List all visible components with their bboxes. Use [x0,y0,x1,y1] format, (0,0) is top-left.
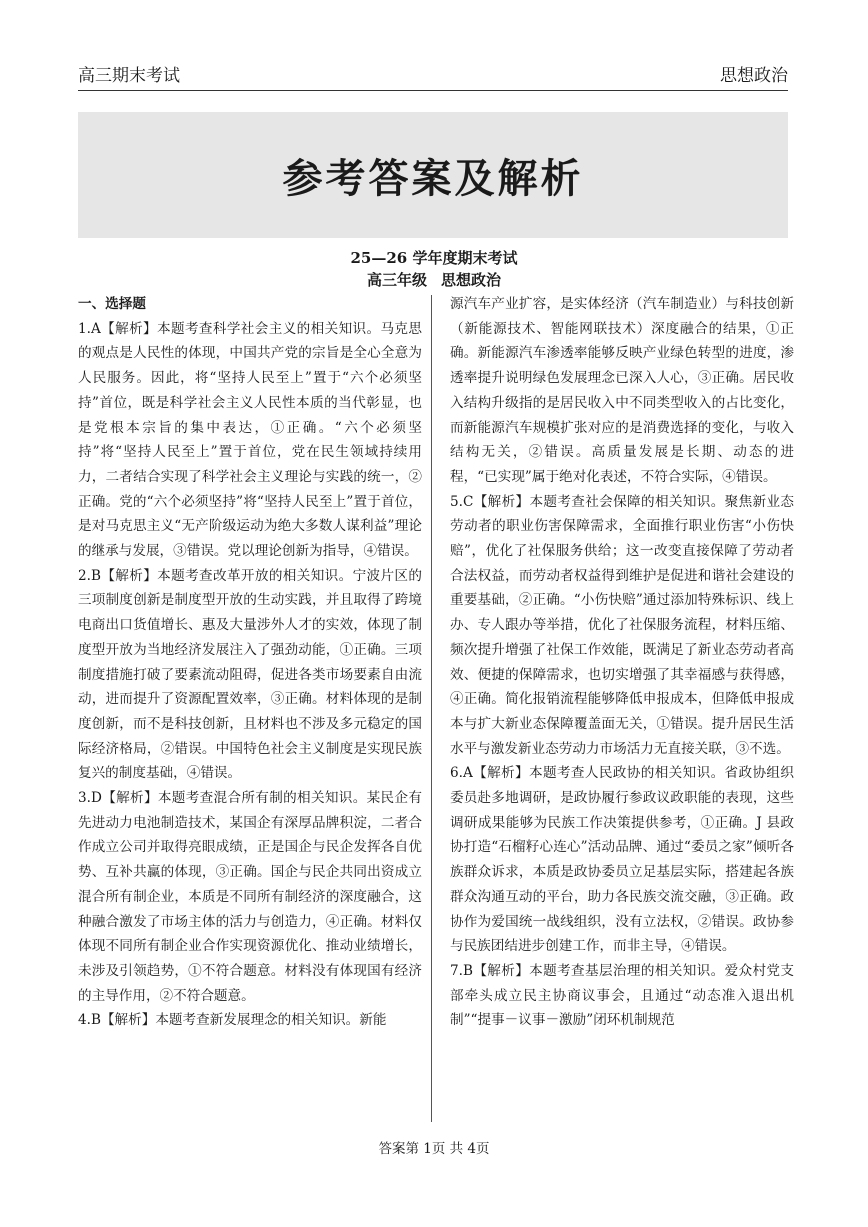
answer-paragraph-1: 1.A【解析】本题考查科学社会主义的相关知识。马克思的观点是人民性的体现，中国共产党的宗旨是全心全意为人民服务。因此，将“坚持人民至上”置于“六个必须坚持”首位，既是科学社会主义人民性本质的当代彰显，也是党根本宗旨的集中表达，①正确。“六个必须坚持”将“坚持人民至上”置于首位，党在民生领域持续用力，二者结合实现了科学社会主义理论与实践的统一，②正确。党的“六个必须坚持”将“坚持人民至上”置于首位，是对马克思主义“无产阶级运动为绝大多数人谋利益”理论的继承与发展，③错误。党以理论创新为指导，④错误。 [78,320,422,560]
header-subject: 思想政治 [720,66,788,86]
section-heading: 一、选择题 [78,296,146,312]
exam-subject: 思想政治 [441,271,502,289]
answer-paragraph-4-start: 4.B【解析】本题考查新发展理念的相关知识。新能 [78,1012,387,1029]
exam-title: 25—26 学年度期末考试 [350,249,518,267]
page-footer: 答案第 1页 共 4页 [378,1141,490,1157]
column-divider [431,295,432,1122]
header-exam-name: 高三期末考试 [78,66,180,86]
page-title: 参考答案及解析 [282,154,584,202]
left-column [78,292,422,1033]
answer-paragraph-2: 2.B【解析】本题考查改革开放的相关知识。宁波片区的三项制度创新是制度型开放的生动实践，并且取得了跨境电商出口货值增长、惠及大量涉外人才的实效，体现了制度型开放为当地经济发展注入了强劲动能，①正确。三项制度措施打破了要素流动阻碍，促进各类市场要素自由流动，进而提升了资源配置效率，③正确。材料体现的是制度创新，而不是科技创新，且材料也不涉及多元稳定的国际经济格局，②错误。中国特色社会主义制度是实现民族复兴的制度基础，④错误。 [78,567,422,782]
title-banner [78,112,788,238]
page-header [78,64,788,91]
answer-paragraph-4-cont: 源汽车产业扩容，是实体经济（汽车制造业）与科技创新（新能源技术、智能网联技术）深度融合的结果，①正确。新能源汽车渗透率能够反映产业绿色转型的进度，渗透率提升说明绿色发展理念已深入人心，③正确。居民收入结构升级指的是居民收入中不同类型收入的占比变化，而新能源汽车规模扩张对应的是消费选择的变化，与收入结构无关，②错误。高质量发展是长期、动态的进程，“已实现”属于绝对化表述，不符合实际，④错误。 [450,296,794,485]
answer-paragraph-5: 5.C【解析】本题考查社会保障的相关知识。聚焦新业态劳动者的职业伤害保障需求，全面推行职业伤害“小伤快赔”，优化了社保服务供给；这一改变直接保障了劳动者合法权益，而劳动者权益得到维护是促进和谐社会建设的重要基础，②正确。“小伤快赔”通过添加特殊标识、线上办、专人跟办等举措，优化了社保服务流程，材料压缩、频次提升增强了社保工作效能，既满足了新业态劳动者高效、便捷的保障需求，也切实增强了其幸福感与获得感，④正确。简化报销流程能够降低申报成本，但降低申报成本与扩大新业态保障覆盖面无关，①错误。提升居民生活水平与激发新业态劳动力市场活力无直接关联，③不选。 [450,493,794,757]
answer-paragraph-3: 3.D【解析】本题考查混合所有制的相关知识。某民企有先进动力电池制造技术，某国企有深厚品牌积淀，二者合作成立公司并取得亮眼成绩，正是国企与民企发挥各自优势、互补共赢的体现，③正确。国企与民企共同出资成立混合所有制企业，本质是不同所有制经济的深度融合，这种融合激发了市场主体的活力与创造力，④正确。材料仅体现不同所有制企业合作实现资源优化、推动业绩增长，未涉及引领趋势，①不符合题意。材料没有体现国有经济的主导作用，②不符合题意。 [78,790,422,1004]
exam-grade: 高三年级 [366,271,427,289]
answer-paragraph-6: 6.A【解析】本题考查人民政协的相关知识。省政协组织委员赴多地调研，是政协履行参政议政职能的表现，这些调研成果能够为民族工作决策提供参考，①正确。J 县政协打造“石榴籽心连心”活动品牌、通过“委员之家”倾听各族群众诉求，本质是政协委员立足基层实际，搭建起各族群众沟通互动的平台，助力各民族交流交融，③正确。政协作为爱国统一战线组织，没有立法权，②错误。政协参与民族团结进步创建工作，而非主导，④错误。 [450,765,794,955]
exam-subtitle [0,270,868,290]
right-column [450,292,794,1033]
answer-paragraph-7-start: 7.B【解析】本题考查基层治理的相关知识。爱众村党支部牵头成立民主协商议事会，且通过“动态准入退出机制”“提事－议事－激励”闭环机制规范 [450,962,794,1029]
